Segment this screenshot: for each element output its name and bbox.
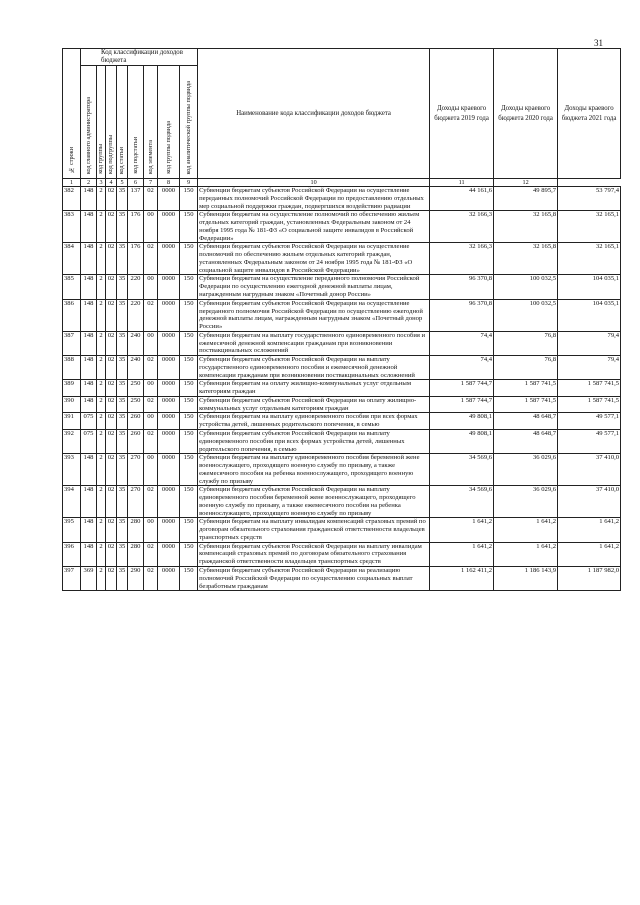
cell-row-number: 389 <box>63 380 81 397</box>
table-row <box>63 454 621 486</box>
cell-article-code: 35 <box>117 331 128 355</box>
header-code-column: код группы <box>97 66 106 179</box>
cell-group-code: 2 <box>97 396 106 413</box>
cell-row-number: 384 <box>63 243 81 275</box>
cell-subtype-code: 0000 <box>158 243 180 275</box>
cell-article-code: 35 <box>117 567 128 591</box>
cell-subtype-code: 0000 <box>158 430 180 454</box>
cell-subgroup-code: 02 <box>106 413 117 430</box>
cell-amount-2021: 37 410,0 <box>558 486 621 518</box>
cell-group-code: 2 <box>97 380 106 397</box>
cell-amount-2019: 74,4 <box>430 331 494 355</box>
cell-analytic-code: 150 <box>180 542 198 566</box>
cell-analytic-code: 150 <box>180 331 198 355</box>
cell-subarticle-code: 260 <box>128 413 144 430</box>
cell-amount-2021: 32 165,1 <box>558 211 621 243</box>
cell-admin-code: 369 <box>81 567 97 591</box>
cell-amount-2020: 1 587 741,5 <box>494 380 558 397</box>
cell-subgroup-code: 02 <box>106 380 117 397</box>
table-row <box>63 275 621 299</box>
cell-element-code: 02 <box>144 299 158 331</box>
cell-amount-2021: 1 641,2 <box>558 542 621 566</box>
cell-amount-2020: 1 186 143,9 <box>494 567 558 591</box>
cell-subarticle-code: 220 <box>128 299 144 331</box>
cell-amount-2021: 49 577,1 <box>558 413 621 430</box>
cell-row-number: 388 <box>63 356 81 380</box>
cell-article-code: 35 <box>117 275 128 299</box>
cell-article-code: 35 <box>117 356 128 380</box>
cell-amount-2020: 36 029,6 <box>494 454 558 486</box>
cell-group-code: 2 <box>97 331 106 355</box>
cell-subgroup-code: 02 <box>106 356 117 380</box>
cell-subgroup-code: 02 <box>106 299 117 331</box>
cell-article-code: 35 <box>117 413 128 430</box>
cell-element-code: 00 <box>144 275 158 299</box>
cell-admin-code: 148 <box>81 486 97 518</box>
cell-row-number: 390 <box>63 396 81 413</box>
cell-amount-2020: 1 587 741,5 <box>494 396 558 413</box>
cell-analytic-code: 150 <box>180 396 198 413</box>
column-number: 12 <box>494 179 558 187</box>
cell-amount-2019: 1 587 744,7 <box>430 396 494 413</box>
cell-name: Субвенции бюджетам субъектов Российской Федерации на выплату инвалидам компенсаций страховых премий по договорам обязательного страхования гражданской ответственности владельцев транспортных средств <box>198 542 430 566</box>
cell-subtype-code: 0000 <box>158 211 180 243</box>
cell-name: Субвенции бюджетам на осуществление полномочий по обеспечению жильем отдельных категорий граждан, установленных Федеральным законом от 24 ноября 1995 года № 181-ФЗ «О социальной защите инвалидов в Российской Федерации» <box>198 211 430 243</box>
cell-analytic-code: 150 <box>180 187 198 211</box>
cell-group-code: 2 <box>97 454 106 486</box>
cell-group-code: 2 <box>97 211 106 243</box>
cell-group-code: 2 <box>97 187 106 211</box>
header-code-column: код элемента <box>144 66 158 179</box>
cell-amount-2019: 74,4 <box>430 356 494 380</box>
cell-group-code: 2 <box>97 275 106 299</box>
cell-subgroup-code: 02 <box>106 187 117 211</box>
cell-amount-2020: 100 032,5 <box>494 275 558 299</box>
cell-amount-2019: 32 166,3 <box>430 211 494 243</box>
cell-subtype-code: 0000 <box>158 567 180 591</box>
cell-group-code: 2 <box>97 413 106 430</box>
cell-group-code: 2 <box>97 243 106 275</box>
cell-element-code: 02 <box>144 542 158 566</box>
cell-element-code: 02 <box>144 396 158 413</box>
cell-element-code: 02 <box>144 486 158 518</box>
cell-amount-2021: 1 587 741,5 <box>558 396 621 413</box>
cell-row-number: 387 <box>63 331 81 355</box>
cell-row-number: 385 <box>63 275 81 299</box>
cell-amount-2020: 48 648,7 <box>494 413 558 430</box>
cell-article-code: 35 <box>117 211 128 243</box>
cell-amount-2021: 79,4 <box>558 331 621 355</box>
cell-amount-2019: 1 641,2 <box>430 542 494 566</box>
cell-subarticle-code: 260 <box>128 430 144 454</box>
cell-amount-2020: 32 165,8 <box>494 211 558 243</box>
header-code-column: код главного администратора <box>81 66 97 179</box>
cell-group-code: 2 <box>97 299 106 331</box>
header-code-column: код группы подвида <box>158 66 180 179</box>
cell-element-code: 02 <box>144 243 158 275</box>
cell-subarticle-code: 137 <box>128 187 144 211</box>
cell-element-code: 00 <box>144 380 158 397</box>
cell-name: Субвенции бюджетам субъектов Российской Федерации на осуществление переданных полномочий Российской Федерации по предоставлению отдельных мер социальной поддержки граждан, подвергшихся воздействию радиации <box>198 187 430 211</box>
cell-subarticle-code: 176 <box>128 243 144 275</box>
header-code-column: код аналитической группы подвида <box>180 66 198 179</box>
cell-subgroup-code: 02 <box>106 486 117 518</box>
table-row <box>63 486 621 518</box>
column-number: 1 <box>63 179 81 187</box>
header-code-column: код подстатьи <box>128 66 144 179</box>
cell-row-number: 386 <box>63 299 81 331</box>
cell-name: Субвенции бюджетам субъектов Российской Федерации на выплату государственного единовременного пособия и ежемесячной денежной компенсации гражданам при возникновении поствакцинальных осложнений <box>198 356 430 380</box>
cell-admin-code: 148 <box>81 542 97 566</box>
cell-row-number: 392 <box>63 430 81 454</box>
table-row <box>63 518 621 542</box>
column-number: 9 <box>180 179 198 187</box>
cell-admin-code: 148 <box>81 454 97 486</box>
cell-row-number: 393 <box>63 454 81 486</box>
cell-subtype-code: 0000 <box>158 275 180 299</box>
header-amount-2021: Доходы краевого бюджета 2021 года <box>558 49 621 179</box>
table-row <box>63 211 621 243</box>
cell-amount-2021: 32 165,1 <box>558 243 621 275</box>
cell-element-code: 00 <box>144 331 158 355</box>
cell-amount-2021: 104 035,1 <box>558 275 621 299</box>
cell-name: Субвенции бюджетам субъектов Российской Федерации на осуществление переданного полномочия Российской Федерации по осуществлению ежегодной денежной выплаты лицам, награжденным нагрудным знаком «Почетный донор России» <box>198 299 430 331</box>
cell-amount-2021: 79,4 <box>558 356 621 380</box>
table-row <box>63 299 621 331</box>
cell-name: Субвенции бюджетам субъектов Российской Федерации на оплату жилищно-коммунальных услуг отдельным категориям граждан <box>198 396 430 413</box>
cell-amount-2021: 1 641,2 <box>558 518 621 542</box>
cell-admin-code: 148 <box>81 211 97 243</box>
cell-subgroup-code: 02 <box>106 331 117 355</box>
cell-subarticle-code: 280 <box>128 542 144 566</box>
cell-admin-code: 148 <box>81 380 97 397</box>
column-number-row <box>63 179 621 187</box>
cell-amount-2021: 104 035,1 <box>558 299 621 331</box>
cell-amount-2020: 32 165,8 <box>494 243 558 275</box>
cell-group-code: 2 <box>97 567 106 591</box>
budget-revenue-table <box>62 48 621 591</box>
cell-article-code: 35 <box>117 396 128 413</box>
cell-amount-2020: 1 641,2 <box>494 518 558 542</box>
cell-element-code: 00 <box>144 413 158 430</box>
header-classification-group: Код классификации доходов бюджета <box>81 49 198 66</box>
cell-amount-2019: 96 370,8 <box>430 299 494 331</box>
cell-subarticle-code: 290 <box>128 567 144 591</box>
cell-article-code: 35 <box>117 380 128 397</box>
cell-group-code: 2 <box>97 486 106 518</box>
cell-amount-2019: 34 569,6 <box>430 486 494 518</box>
cell-analytic-code: 150 <box>180 243 198 275</box>
cell-subarticle-code: 270 <box>128 486 144 518</box>
cell-admin-code: 148 <box>81 518 97 542</box>
cell-subarticle-code: 250 <box>128 396 144 413</box>
header-amount-2020: Доходы краевого бюджета 2020 года <box>494 49 558 179</box>
cell-subarticle-code: 280 <box>128 518 144 542</box>
cell-subtype-code: 0000 <box>158 187 180 211</box>
cell-admin-code: 148 <box>81 396 97 413</box>
cell-subgroup-code: 02 <box>106 518 117 542</box>
table-row <box>63 413 621 430</box>
cell-analytic-code: 150 <box>180 413 198 430</box>
cell-subtype-code: 0000 <box>158 356 180 380</box>
cell-subgroup-code: 02 <box>106 454 117 486</box>
cell-element-code: 02 <box>144 187 158 211</box>
cell-article-code: 35 <box>117 518 128 542</box>
cell-analytic-code: 150 <box>180 380 198 397</box>
column-number: 5 <box>117 179 128 187</box>
cell-admin-code: 148 <box>81 275 97 299</box>
table-row <box>63 396 621 413</box>
cell-row-number: 396 <box>63 542 81 566</box>
column-number: 10 <box>198 179 430 187</box>
cell-amount-2020: 49 895,7 <box>494 187 558 211</box>
cell-row-number: 391 <box>63 413 81 430</box>
cell-amount-2019: 49 808,1 <box>430 413 494 430</box>
cell-subgroup-code: 02 <box>106 396 117 413</box>
table-row <box>63 331 621 355</box>
cell-analytic-code: 150 <box>180 211 198 243</box>
cell-article-code: 35 <box>117 243 128 275</box>
cell-row-number: 382 <box>63 187 81 211</box>
cell-subtype-code: 0000 <box>158 396 180 413</box>
cell-subgroup-code: 02 <box>106 275 117 299</box>
cell-amount-2020: 48 648,7 <box>494 430 558 454</box>
column-number: 3 <box>97 179 106 187</box>
cell-admin-code: 148 <box>81 356 97 380</box>
cell-element-code: 02 <box>144 430 158 454</box>
cell-subgroup-code: 02 <box>106 243 117 275</box>
cell-row-number: 395 <box>63 518 81 542</box>
cell-subtype-code: 0000 <box>158 542 180 566</box>
cell-admin-code: 148 <box>81 187 97 211</box>
cell-subtype-code: 0000 <box>158 518 180 542</box>
table-body <box>63 187 621 591</box>
cell-name: Субвенции бюджетам на выплату инвалидам компенсаций страховых премий по договорам обязательного страхования гражданской ответственности владельцев транспортных средств <box>198 518 430 542</box>
header-row-no: № строки <box>63 49 81 179</box>
cell-admin-code: 148 <box>81 299 97 331</box>
cell-article-code: 35 <box>117 187 128 211</box>
cell-group-code: 2 <box>97 430 106 454</box>
cell-row-number: 397 <box>63 567 81 591</box>
cell-amount-2019: 49 808,1 <box>430 430 494 454</box>
cell-amount-2020: 76,8 <box>494 331 558 355</box>
cell-analytic-code: 150 <box>180 275 198 299</box>
cell-amount-2019: 34 569,6 <box>430 454 494 486</box>
cell-subtype-code: 0000 <box>158 413 180 430</box>
cell-article-code: 35 <box>117 299 128 331</box>
cell-admin-code: 075 <box>81 430 97 454</box>
header-amount-2019: Доходы краевого бюджета 2019 года <box>430 49 494 179</box>
cell-row-number: 394 <box>63 486 81 518</box>
cell-element-code: 00 <box>144 518 158 542</box>
cell-amount-2019: 1 587 744,7 <box>430 380 494 397</box>
cell-amount-2019: 32 166,3 <box>430 243 494 275</box>
table-row <box>63 430 621 454</box>
column-number: 4 <box>106 179 117 187</box>
cell-amount-2019: 1 641,2 <box>430 518 494 542</box>
cell-analytic-code: 150 <box>180 356 198 380</box>
header-code-column: код статьи <box>117 66 128 179</box>
column-number: 8 <box>158 179 180 187</box>
cell-admin-code: 148 <box>81 243 97 275</box>
cell-amount-2019: 44 161,6 <box>430 187 494 211</box>
cell-amount-2020: 100 032,5 <box>494 299 558 331</box>
page-number: 31 <box>594 38 603 48</box>
cell-amount-2019: 1 162 411,2 <box>430 567 494 591</box>
cell-element-code: 00 <box>144 211 158 243</box>
cell-name: Субвенции бюджетам субъектов Российской Федерации на реализацию полномочий Российской Федерации по осуществлению социальных выплат безработным гражданам <box>198 567 430 591</box>
cell-element-code: 00 <box>144 454 158 486</box>
cell-subgroup-code: 02 <box>106 567 117 591</box>
cell-subgroup-code: 02 <box>106 211 117 243</box>
cell-name: Субвенции бюджетам на выплату единовременного пособия беременной жене военнослужащего, проходящего военную службу по призыву, а также ежемесячного пособия на ребенка военнослужащего, проходящего военную службу по призыву <box>198 454 430 486</box>
cell-article-code: 35 <box>117 430 128 454</box>
cell-admin-code: 148 <box>81 331 97 355</box>
cell-subgroup-code: 02 <box>106 542 117 566</box>
cell-row-number: 383 <box>63 211 81 243</box>
cell-group-code: 2 <box>97 542 106 566</box>
table-row <box>63 243 621 275</box>
cell-element-code: 02 <box>144 356 158 380</box>
cell-amount-2020: 36 029,6 <box>494 486 558 518</box>
cell-subtype-code: 0000 <box>158 486 180 518</box>
header-code-column: код подгруппы <box>106 66 117 179</box>
table-row <box>63 380 621 397</box>
cell-name: Субвенции бюджетам на выплату государственного единовременного пособия и ежемесячной денежной компенсации гражданам при возникновении поствакцинальных осложнений <box>198 331 430 355</box>
cell-name: Субвенции бюджетам на осуществление переданного полномочия Российской Федерации по осуществлению ежегодной денежной выплаты лицам, награжденным нагрудным знаком «Почетный донор России» <box>198 275 430 299</box>
cell-subtype-code: 0000 <box>158 454 180 486</box>
column-number: 7 <box>144 179 158 187</box>
header-name: Наименование кода классификации доходов бюджета <box>198 49 430 179</box>
table-row <box>63 542 621 566</box>
cell-amount-2020: 1 641,2 <box>494 542 558 566</box>
cell-amount-2021: 53 797,4 <box>558 187 621 211</box>
cell-subarticle-code: 220 <box>128 275 144 299</box>
cell-name: Субвенции бюджетам на выплату единовременного пособия при всех формах устройства детей, лишенных родительского попечения, в семью <box>198 413 430 430</box>
cell-name: Субвенции бюджетам субъектов Российской Федерации на выплату единовременного пособия при всех формах устройства детей, лишенных родительского попечения, в семью <box>198 430 430 454</box>
cell-subarticle-code: 240 <box>128 356 144 380</box>
cell-admin-code: 075 <box>81 413 97 430</box>
table-row <box>63 187 621 211</box>
cell-subarticle-code: 270 <box>128 454 144 486</box>
table-row <box>63 356 621 380</box>
cell-analytic-code: 150 <box>180 454 198 486</box>
cell-subarticle-code: 240 <box>128 331 144 355</box>
cell-amount-2019: 96 370,8 <box>430 275 494 299</box>
cell-article-code: 35 <box>117 486 128 518</box>
column-number: 6 <box>128 179 144 187</box>
cell-analytic-code: 150 <box>180 430 198 454</box>
cell-analytic-code: 150 <box>180 486 198 518</box>
cell-analytic-code: 150 <box>180 567 198 591</box>
cell-amount-2021: 1 587 741,5 <box>558 380 621 397</box>
column-number: 11 <box>430 179 494 187</box>
cell-name: Субвенции бюджетам субъектов Российской Федерации на осуществление полномочий по обеспечению жильем отдельных категорий граждан, установленных Федеральным законом от 24 ноября 1995 года № 181-ФЗ «О социальной защите инвалидов в Российской Федерации» <box>198 243 430 275</box>
cell-article-code: 35 <box>117 542 128 566</box>
cell-analytic-code: 150 <box>180 299 198 331</box>
cell-article-code: 35 <box>117 454 128 486</box>
column-number: 2 <box>81 179 97 187</box>
cell-amount-2021: 37 410,0 <box>558 454 621 486</box>
cell-amount-2021: 49 577,1 <box>558 430 621 454</box>
cell-subarticle-code: 176 <box>128 211 144 243</box>
table-row <box>63 567 621 591</box>
cell-amount-2020: 76,8 <box>494 356 558 380</box>
cell-subarticle-code: 250 <box>128 380 144 397</box>
cell-group-code: 2 <box>97 518 106 542</box>
cell-element-code: 02 <box>144 567 158 591</box>
cell-analytic-code: 150 <box>180 518 198 542</box>
cell-subtype-code: 0000 <box>158 331 180 355</box>
cell-group-code: 2 <box>97 356 106 380</box>
cell-subtype-code: 0000 <box>158 299 180 331</box>
cell-subgroup-code: 02 <box>106 430 117 454</box>
cell-subtype-code: 0000 <box>158 380 180 397</box>
cell-name: Субвенции бюджетам на оплату жилищно-коммунальных услуг отдельным категориям граждан <box>198 380 430 397</box>
cell-name: Субвенции бюджетам субъектов Российской Федерации на выплату единовременного пособия беременной жене военнослужащего, проходящего военную службу по призыву, а также ежемесячного пособия на ребенка военнослужащего, проходящего военную службу по призыву <box>198 486 430 518</box>
cell-amount-2021: 1 187 982,0 <box>558 567 621 591</box>
